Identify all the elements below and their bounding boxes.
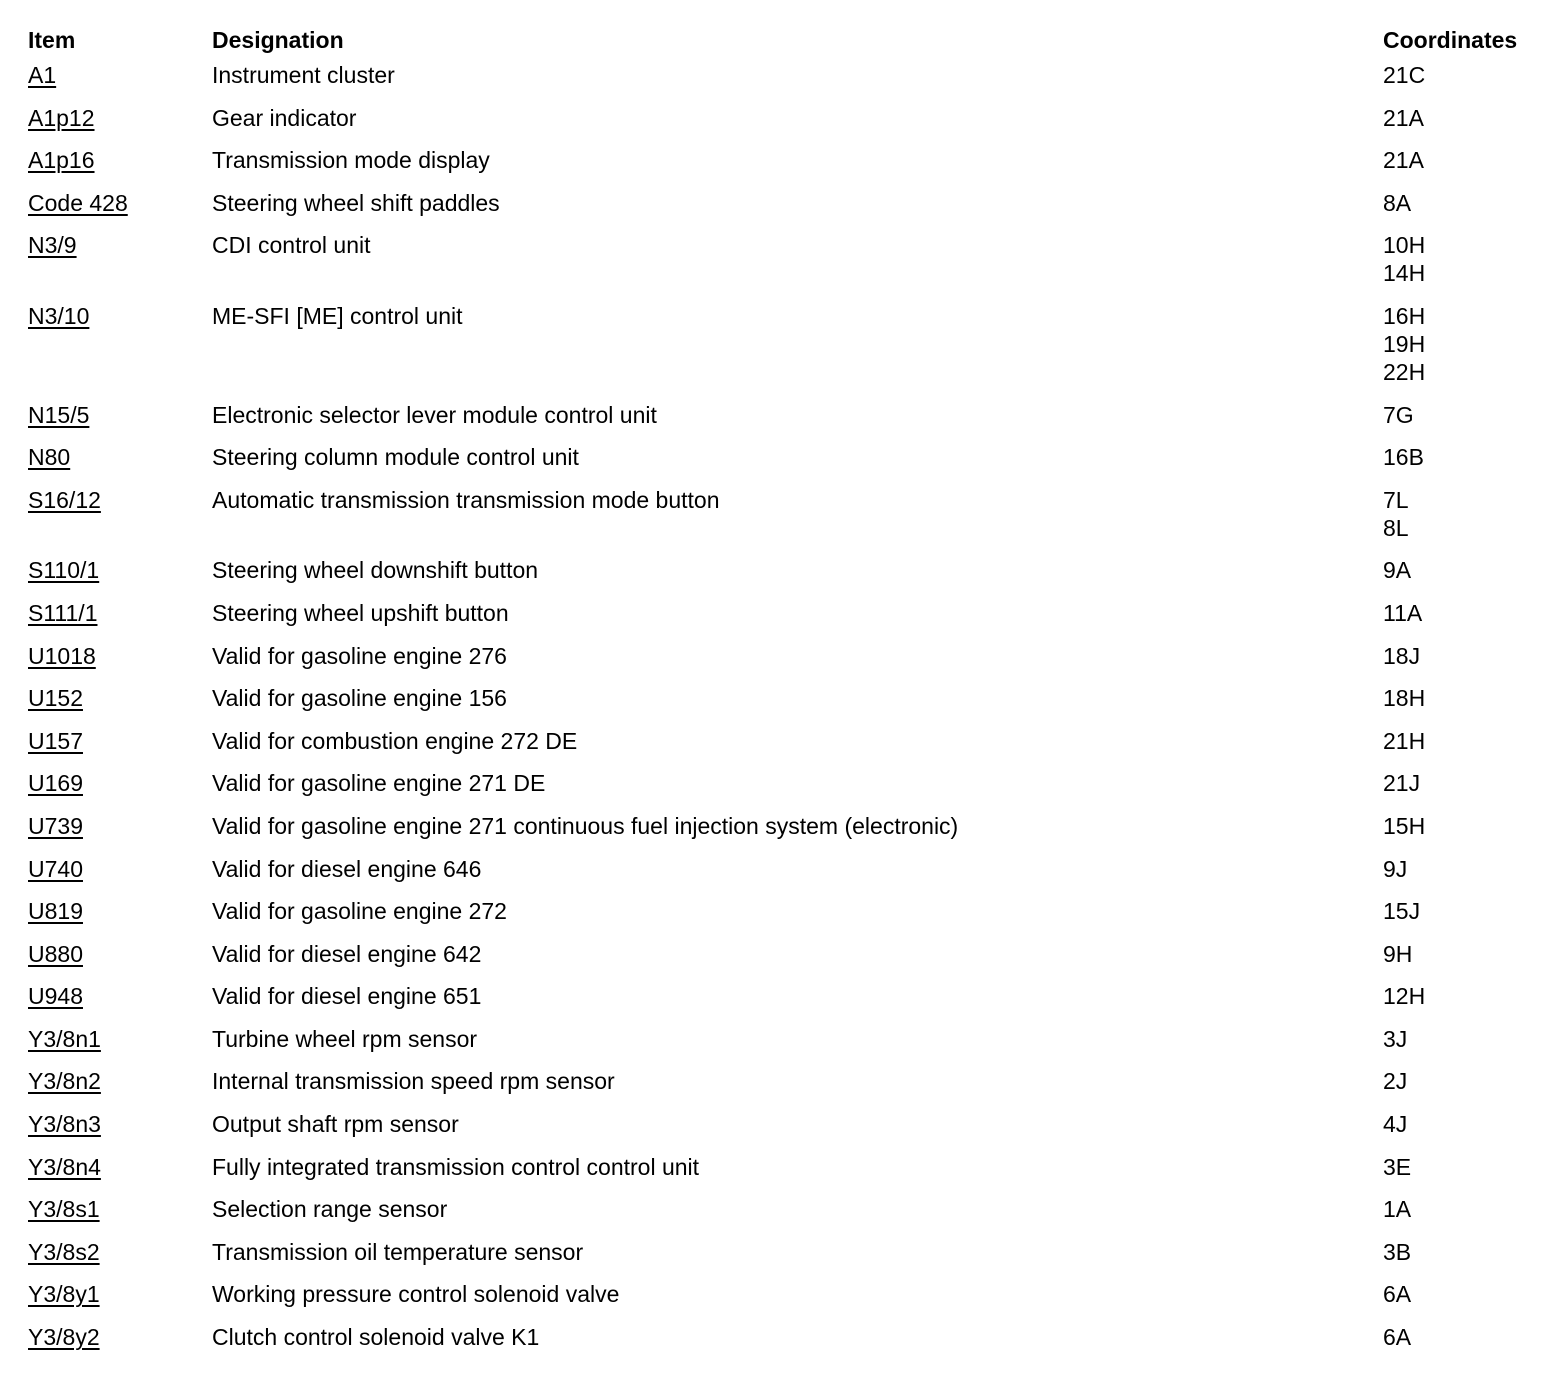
coordinates-cell <box>1383 1153 1548 1196</box>
coordinate-value: 3E <box>1383 1153 1412 1180</box>
legend-body <box>28 61 1548 1366</box>
table-row <box>28 812 1548 855</box>
item-cell <box>28 812 212 855</box>
item-link[interactable]: Y3/8n2 <box>28 1068 101 1095</box>
header-designation: Designation <box>212 27 344 53</box>
coordinates-cell <box>1383 146 1548 189</box>
coordinate-value: 21A <box>1383 147 1424 174</box>
coordinates-cell <box>1383 1280 1548 1323</box>
table-row <box>28 684 1548 727</box>
item-link[interactable]: U169 <box>28 770 83 797</box>
item-cell <box>28 1195 212 1238</box>
coordinate-value: 7L <box>1383 486 1409 513</box>
item-link[interactable]: N15/5 <box>28 401 90 428</box>
item-cell <box>28 1110 212 1153</box>
item-link[interactable]: Y3/8s2 <box>28 1238 100 1265</box>
coordinate-value: 21A <box>1383 104 1424 131</box>
header-item: Item <box>28 27 76 53</box>
item-cell <box>28 1323 212 1366</box>
designation-cell: Steering wheel downshift button <box>212 557 539 584</box>
item-cell <box>28 1238 212 1281</box>
table-row <box>28 769 1548 812</box>
item-link[interactable]: N80 <box>28 444 71 471</box>
coordinate-value: 6A <box>1383 1324 1412 1351</box>
item-cell <box>28 61 212 104</box>
designation-cell: Transmission mode display <box>212 147 490 174</box>
item-cell <box>28 486 212 557</box>
designation-cell: Valid for gasoline engine 271 DE <box>212 770 546 797</box>
item-cell <box>28 684 212 727</box>
coordinate-value: 9H <box>1383 940 1413 967</box>
item-cell <box>28 104 212 147</box>
coordinates-cell <box>1383 1323 1548 1366</box>
designation-cell: Steering wheel shift paddles <box>212 189 500 216</box>
coordinate-value: 19H <box>1383 330 1426 357</box>
item-link[interactable]: U152 <box>28 685 83 712</box>
table-row <box>28 642 1548 685</box>
item-cell <box>28 727 212 770</box>
coordinate-value: 18J <box>1383 642 1421 669</box>
item-cell <box>28 982 212 1025</box>
item-link[interactable]: Y3/8n3 <box>28 1111 101 1138</box>
item-cell <box>28 401 212 444</box>
table-row <box>28 1067 1548 1110</box>
table-row <box>28 727 1548 770</box>
coordinates-cell <box>1383 599 1548 642</box>
designation-cell: Steering column module control unit <box>212 444 579 471</box>
designation-cell: Turbine wheel rpm sensor <box>212 1025 478 1052</box>
coordinates-cell <box>1383 897 1548 940</box>
designation-cell: Valid for gasoline engine 271 continuous fuel injection system (electronic) <box>212 812 959 839</box>
item-link[interactable]: Code 428 <box>28 189 128 216</box>
table-row <box>28 486 1548 557</box>
item-cell <box>28 1067 212 1110</box>
coordinates-cell <box>1383 769 1548 812</box>
coordinate-value: 15H <box>1383 812 1426 839</box>
coordinates-cell <box>1383 940 1548 983</box>
designation-cell: CDI control unit <box>212 232 371 259</box>
table-row <box>28 1195 1548 1238</box>
designation-cell: Transmission oil temperature sensor <box>212 1238 584 1265</box>
designation-cell: Valid for combustion engine 272 DE <box>212 727 578 754</box>
table-row <box>28 401 1548 444</box>
coordinates-cell <box>1383 1025 1548 1068</box>
table-row <box>28 1280 1548 1323</box>
coordinate-value: 2J <box>1383 1068 1408 1095</box>
coordinate-value: 3J <box>1383 1025 1408 1052</box>
item-link[interactable]: A1p16 <box>28 147 95 174</box>
table-row <box>28 231 1548 302</box>
designation-cell: Clutch control solenoid valve K1 <box>212 1324 540 1351</box>
coordinate-value: 14H <box>1383 260 1426 287</box>
designation-cell: Automatic transmission transmission mode button <box>212 486 720 513</box>
item-link[interactable]: U948 <box>28 983 83 1010</box>
designation-cell: Output shaft rpm sensor <box>212 1111 459 1138</box>
designation-cell: Instrument cluster <box>212 62 395 88</box>
item-link[interactable]: U819 <box>28 898 83 925</box>
coordinates-cell <box>1383 401 1548 444</box>
coordinate-value: 7G <box>1383 401 1414 428</box>
item-cell <box>28 146 212 189</box>
item-cell <box>28 556 212 599</box>
designation-cell: Valid for diesel engine 642 <box>212 940 482 967</box>
item-link[interactable]: Y3/8y1 <box>28 1281 100 1308</box>
coordinate-value: 8L <box>1383 514 1409 541</box>
item-link[interactable]: U157 <box>28 727 83 754</box>
coordinate-value: 9A <box>1383 557 1412 584</box>
item-cell <box>28 443 212 486</box>
table-row <box>28 189 1548 232</box>
table-row <box>28 855 1548 898</box>
item-cell <box>28 1025 212 1068</box>
coordinates-cell <box>1383 189 1548 232</box>
table-row <box>28 982 1548 1025</box>
table-row <box>28 1025 1548 1068</box>
coordinate-value: 6A <box>1383 1281 1412 1308</box>
designation-cell: ME-SFI [ME] control unit <box>212 302 463 329</box>
coordinates-cell <box>1383 231 1548 302</box>
coordinates-cell <box>1383 812 1548 855</box>
coordinate-value: 12H <box>1383 983 1426 1010</box>
coordinate-value: 22H <box>1383 358 1426 385</box>
coordinate-value: 21J <box>1383 770 1421 797</box>
coordinates-cell <box>1383 1238 1548 1281</box>
component-legend <box>28 26 1548 1366</box>
coordinates-cell <box>1383 1067 1548 1110</box>
item-cell <box>28 189 212 232</box>
item-link[interactable]: A1p12 <box>28 104 95 131</box>
item-cell <box>28 642 212 685</box>
coordinate-value: 4J <box>1383 1111 1408 1138</box>
coordinate-value: 1A <box>1383 1196 1412 1223</box>
coordinate-value: 15J <box>1383 898 1421 925</box>
coordinates-cell <box>1383 642 1548 685</box>
designation-cell: Valid for gasoline engine 272 <box>212 898 507 925</box>
item-link[interactable]: U1018 <box>28 642 96 669</box>
item-link[interactable]: Y3/8n4 <box>28 1153 101 1180</box>
coordinates-cell <box>1383 486 1548 557</box>
table-row <box>28 61 1548 104</box>
coordinate-value: 16B <box>1383 444 1424 471</box>
designation-cell: Working pressure control solenoid valve <box>212 1281 620 1308</box>
item-cell <box>28 1153 212 1196</box>
coordinate-value: 9J <box>1383 855 1408 882</box>
item-link[interactable]: U880 <box>28 940 83 967</box>
coordinate-value: 3B <box>1383 1238 1412 1265</box>
item-cell <box>28 897 212 940</box>
table-row <box>28 1238 1548 1281</box>
coordinate-value: 10H <box>1383 232 1426 259</box>
item-link[interactable]: S111/1 <box>28 599 98 626</box>
coordinates-cell <box>1383 1195 1548 1238</box>
item-cell <box>28 855 212 898</box>
item-link[interactable]: A1 <box>28 62 57 88</box>
coordinate-value: 21C <box>1383 62 1426 88</box>
coordinate-value: 16H <box>1383 302 1426 329</box>
item-link[interactable]: S16/12 <box>28 486 101 513</box>
coordinates-cell <box>1383 982 1548 1025</box>
item-link[interactable]: S110/1 <box>28 557 100 584</box>
table-row <box>28 302 1548 401</box>
table-row <box>28 897 1548 940</box>
item-cell <box>28 769 212 812</box>
table-row <box>28 940 1548 983</box>
designation-cell: Steering wheel upshift button <box>212 599 509 626</box>
designation-cell: Valid for diesel engine 651 <box>212 983 482 1010</box>
table-row <box>28 1323 1548 1366</box>
designation-cell: Selection range sensor <box>212 1196 448 1223</box>
coordinates-cell <box>1383 727 1548 770</box>
coordinates-cell <box>1383 556 1548 599</box>
item-cell <box>28 940 212 983</box>
coordinates-cell <box>1383 1110 1548 1153</box>
designation-cell: Gear indicator <box>212 104 357 131</box>
table-row <box>28 1110 1548 1153</box>
coordinate-value: 8A <box>1383 189 1412 216</box>
item-cell <box>28 302 212 401</box>
coordinate-value: 21H <box>1383 727 1426 754</box>
designation-cell: Valid for gasoline engine 156 <box>212 685 507 712</box>
legend-table <box>28 26 1548 1366</box>
designation-cell: Valid for diesel engine 646 <box>212 855 482 882</box>
designation-cell: Valid for gasoline engine 276 <box>212 642 507 669</box>
item-link[interactable]: N3/9 <box>28 232 77 259</box>
table-row <box>28 146 1548 189</box>
item-cell <box>28 231 212 302</box>
item-link[interactable]: Y3/8n1 <box>28 1025 101 1052</box>
table-row <box>28 599 1548 642</box>
coordinate-value: 18H <box>1383 685 1426 712</box>
coordinates-cell <box>1383 855 1548 898</box>
coordinates-cell <box>1383 302 1548 401</box>
coordinate-value: 11A <box>1383 599 1423 626</box>
table-row <box>28 443 1548 486</box>
item-link[interactable]: U740 <box>28 855 83 882</box>
coordinates-cell <box>1383 443 1548 486</box>
table-row <box>28 1153 1548 1196</box>
coordinates-cell <box>1383 104 1548 147</box>
item-cell <box>28 1280 212 1323</box>
designation-cell: Electronic selector lever module control unit <box>212 401 657 428</box>
item-link[interactable]: Y3/8s1 <box>28 1196 100 1223</box>
header-coordinates: Coordinates <box>1383 27 1518 53</box>
table-row <box>28 556 1548 599</box>
legend-header-row <box>28 26 1548 61</box>
coordinates-cell <box>1383 61 1548 104</box>
item-link[interactable]: U739 <box>28 812 83 839</box>
designation-cell: Internal transmission speed rpm sensor <box>212 1068 615 1095</box>
item-link[interactable]: Y3/8y2 <box>28 1324 100 1351</box>
designation-cell: Fully integrated transmission control control unit <box>212 1153 700 1180</box>
table-row <box>28 104 1548 147</box>
coordinates-cell <box>1383 684 1548 727</box>
item-cell <box>28 599 212 642</box>
item-link[interactable]: N3/10 <box>28 302 90 329</box>
